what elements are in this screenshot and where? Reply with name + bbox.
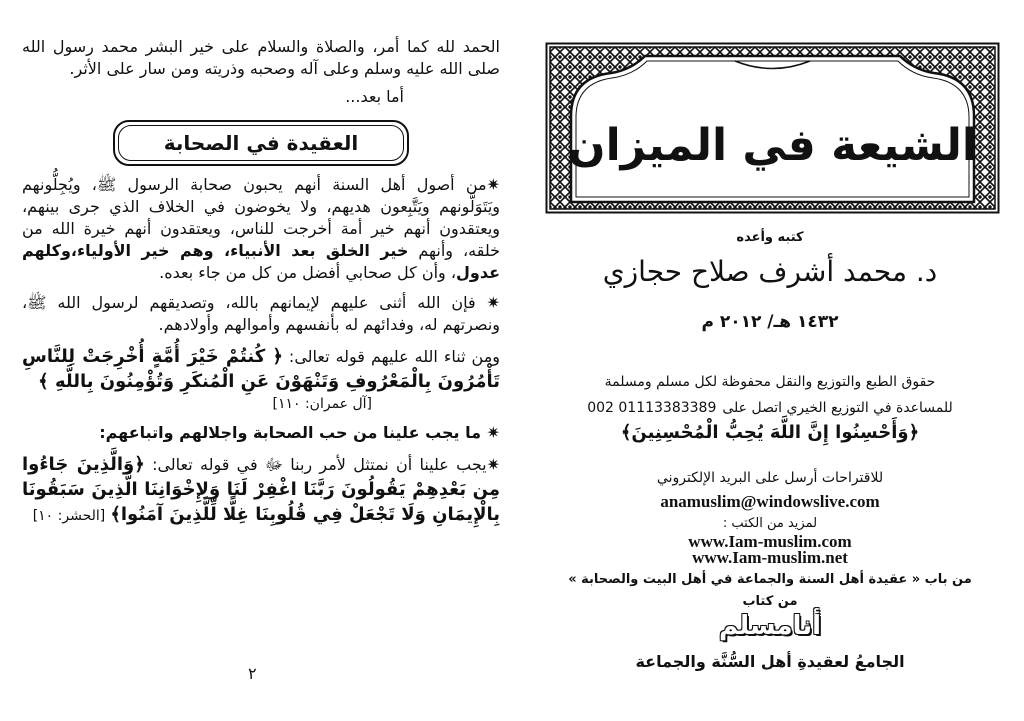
cover-title: الشيعة في الميزان [568, 120, 977, 171]
opening-phrase: أما بعد... [345, 87, 404, 106]
subheading-duties: ✷ ما يجب علينا من حب الصحابة واجلالهم واتباعهم: [99, 423, 500, 442]
contact-email: anamuslim@windowslive.com [660, 492, 880, 511]
website-url-com: www.Iam-muslim.com [688, 532, 852, 551]
website-url-net: www.Iam-muslim.net [692, 548, 848, 567]
verse-intro: ومن ثناء الله عليهم قوله تعالى: [288, 347, 500, 366]
from-book-label: من كتاب [742, 594, 798, 609]
verse-paragraph [22, 344, 500, 394]
paragraph1-ending: ، وأن كل صحابي أفضل من كل من جاء بعده. [159, 263, 456, 282]
paragraph1-text: ✷من أصول أهل السنة أنهم يحبون صحابة الرسول ﷺ، ويُجِلُّونهم ويَتَوَلَّونهم ويَتَّبِعون هديهم، ولا يخوضون في الخلاف الذي جرى بينهم، ويعتقدون أنهم خير أمة أخرجت للناس، ويعتقدون أنهم خيرة الله من خلقه، وأنهم [22, 175, 501, 260]
more-books-label: لمزيد من الكتب : [722, 516, 818, 531]
page-number: ٢ [248, 664, 257, 683]
section-title-frame [113, 120, 409, 166]
verse-reference: [آل عمران: ١١٠] [272, 396, 372, 412]
distribution-contact [540, 399, 1000, 418]
section-title: العقيدة في الصحابة [163, 131, 359, 155]
quran-verse-al-hashr: ﴿وَالَّذِينَ جَاءُوا مِن بَعْدِهِمْ يَقُولُونَ رَبَّنَا اغْفِرْ لَنَا وَلِإِخْوَانِنَا الَّذِينَ سَبَقُونَا بِالْإِيمَانِ وَلَا تَجْعَلْ فِي قُلُوبِنَا غِلًّا لِّلَّذِينَ آمَنُوا﴾ [22, 454, 500, 525]
paragraph3-intro: ✷يجب علينا أن نمتثل لأمر ربنا ﷻ في قوله تعالى: [152, 455, 501, 474]
book-title: الجامعُ لعقيدةِ أهل السُّنَّة والجماعة [635, 652, 905, 671]
chapter-source: من باب « عقيدة أهل السنة والجماعة في أهل البيت والصحابة » [568, 572, 972, 587]
phone-label: للمساعدة في التوزيع الخيري اتصل على [722, 400, 953, 416]
author-name: د. محمد أشرف صلاح حجازي [602, 255, 938, 288]
intro-paragraph: الحمد لله كما أمر، والصلاة والسلام على خير البشر محمد رسول الله صلى الله عليه وسلم وعلى آله وصحبه وذريته ومن سار على الأثر. [22, 37, 500, 78]
paragraph-duty-verse [22, 452, 500, 529]
rights-notice: حقوق الطبع والتوزيع والنقل محفوظة لكل مسلم ومسلمة [604, 374, 936, 390]
paragraph-companions-creed [22, 174, 500, 284]
verse-reference-hashr: [الحشر: ١٠] [32, 508, 106, 524]
ana-muslim-logo: أنامسلم [719, 611, 821, 641]
paragraph-praise: ✷ فإن الله أثنى عليهم لإيمانهم بالله، وتصديقهم لرسول الله ﷺ، ونصرتهم له، وفدائهم له بأنفسهم وأموالهم وأولادهم. [22, 293, 500, 334]
publication-date: ١٤٣٢ هـ/ ٢٠١٢ م [701, 312, 839, 332]
author-label: كتبه وأعده [736, 230, 804, 245]
quran-verse-al-imran: ﴿ كُنتُمْ خَيْرَ أُمَّةٍ أُخْرِجَتْ لِلنَّاسِ تَأْمُرُونَ بِالْمَعْرُوفِ وَتَنْهَوْنَ عَنِ الْمُنكَرِ وَتُؤْمِنُونَ بِاللَّهِ ﴾ [22, 346, 500, 392]
phone-number: 002 01113383389 [587, 400, 717, 416]
paragraph1-bold-text: خير الخلق بعد الأنبياء، وهم خير الأولياء،وكلهم عدول [22, 241, 500, 282]
calligraphy-verse: ﴿وَأَحْسِنُوا إِنَّ اللَّهَ يُحِبُّ الْمُحْسِنِينَ﴾ [620, 422, 920, 443]
suggestions-label: للاقتراحات أرسل على البريد الإلكتروني [656, 470, 884, 486]
left-page [22, 36, 500, 529]
